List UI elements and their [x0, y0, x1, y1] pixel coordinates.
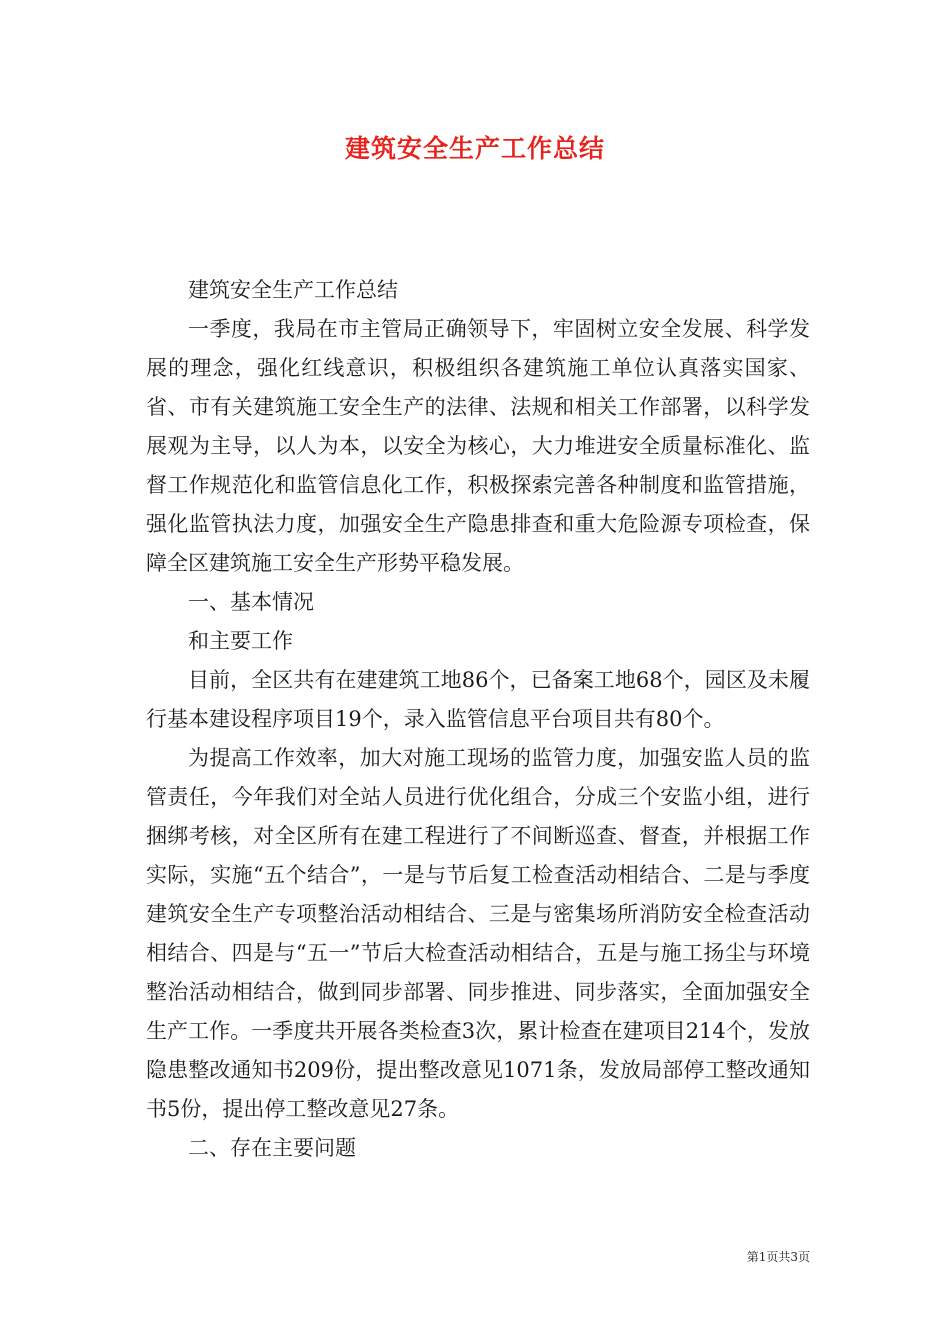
paragraph-heading: 建筑安全生产工作总结 — [188, 278, 398, 302]
section-heading-main-problems: 二、存在主要问题 — [188, 1136, 356, 1160]
paragraph-inspection-work: 为提高工作效率，加大对施工现场的监管力度，加强安监人员的监管责任，今年我们对全站人员进行优化组合，分成三个安监小组，进行捆绑考核，对全区所有在建工程进行了不间断巡查、督查，并根据工作实际，实施“五个结合”，一是与节后复工检查活动相结合、二是与季度建筑安全生产专项整治活动相结合、三是与密集场所消防安全检查活动相结合、四是与“五一”节后大检查活动相结合，五是与施工扬尘与环境整治活动相结合，做到同步部署、同步推进、同步落实，全面加强安全生产工作。一季度共开展各类检查3次，累计检查在建项目214个，发放隐患整改通知书209份，提出整改意见1071条，发放局部停工整改通知书5份，提出停工整改意见27条。 — [146, 746, 810, 1121]
paragraph-site-statistics: 目前，全区共有在建建筑工地86个，已备案工地68个，园区及未履行基本建设程序项目19个，录入监管信息平台项目共有80个。 — [146, 668, 810, 731]
page-title: 建筑安全生产工作总结 — [344, 134, 605, 163]
page-number: 第1页共3页 — [746, 1250, 810, 1264]
paragraph-intro: 一季度，我局在市主管局正确领导下，牢固树立安全发展、科学发展的理念，强化红线意识，积极组织各建筑施工单位认真落实国家、省、市有关建筑施工安全生产的法律、法规和相关工作部署，以科学发展观为主导，以人为本，以安全为核心，大力堆进安全质量标准化、监督工作规范化和监管信息化工作，积极探索完善各种制度和监管措施，强化监管执法力度，加强安全生产隐患排查和重大危险源专项检查，保障全区建筑施工安全生产形势平稳发展。 — [146, 317, 810, 575]
section-heading-basic-situation: 一、基本情况 — [188, 590, 314, 614]
section-subheading-main-work: 和主要工作 — [188, 629, 293, 653]
document-body — [146, 271, 810, 1168]
